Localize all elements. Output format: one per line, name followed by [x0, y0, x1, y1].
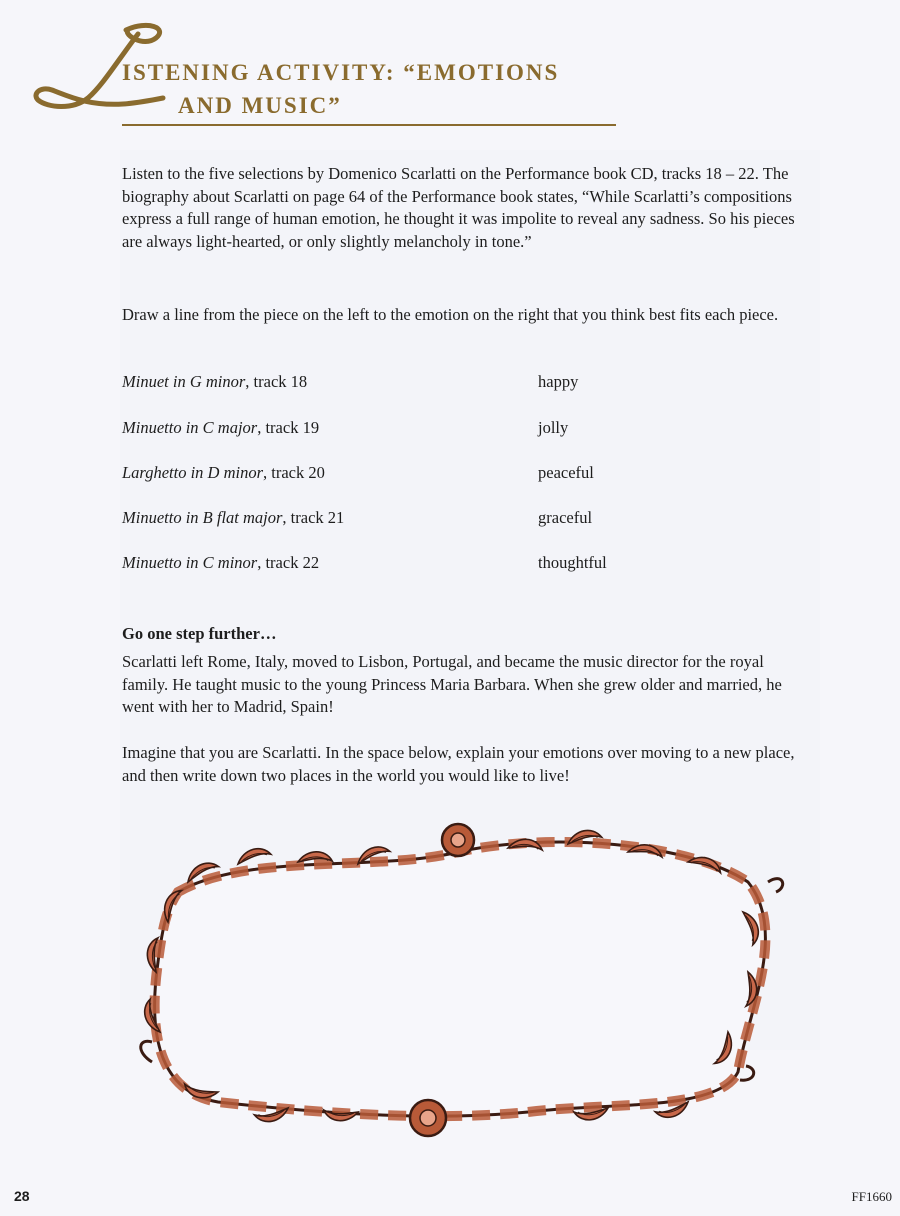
intro-paragraph: Listen to the five selections by Domenico Scarlatti on the Performance book CD, tracks 18 – 22. The biography about Scarlatti on page 64 of the Performance book states, “While Scarlatti’s compositions express a full range of human emotion, he thought it was impolite to reveal any sadness. So his pieces are always light-hearted, or only slightly melancholy in tone.”: [122, 164, 795, 251]
piece-label: [122, 416, 319, 440]
piece-track: , track 18: [245, 372, 308, 391]
piece-track: , track 21: [282, 508, 345, 527]
instruction-paragraph: Draw a line from the piece on the left to the emotion on the right that you think best fits each piece.: [122, 305, 779, 324]
piece-title: Minuetto in C major: [122, 418, 258, 437]
title-underline: [122, 124, 616, 126]
piece-label: [122, 506, 344, 530]
piece-label: [122, 461, 325, 485]
matching-row: [122, 551, 722, 575]
matching-row: [122, 461, 722, 485]
matching-row: [122, 506, 722, 530]
rose-icon: [442, 824, 474, 856]
catalog-code: FF1660: [851, 1189, 892, 1204]
piece-track: , track 20: [263, 463, 325, 482]
piece-label: [122, 370, 307, 394]
piece-track: , track 19: [257, 418, 320, 437]
emotion-label: happy: [538, 372, 579, 391]
page-title: [28, 20, 628, 130]
further-paragraph-2: Imagine that you are Scarlatti. In the space below, explain your emotions over moving to a new place, and then write down two places in the world you would like to live!: [122, 743, 795, 785]
emotion-label: graceful: [538, 508, 593, 527]
title-line-1: ISTENING ACTIVITY: “EMOTIONS: [122, 60, 560, 85]
piece-track: , track 22: [257, 553, 320, 572]
piece-title: Minuet in G minor: [122, 372, 246, 391]
piece-title: Larghetto in D minor: [122, 463, 264, 482]
piece-title: Minuetto in C minor: [122, 553, 258, 572]
emotion-label: peaceful: [538, 463, 594, 482]
piece-label: [122, 551, 319, 575]
piece-title: Minuetto in B flat major: [122, 508, 283, 527]
section-heading: Go one step further…: [122, 624, 277, 643]
decorative-frame[interactable]: [128, 812, 788, 1172]
matching-row: [122, 416, 722, 440]
emotion-label: jolly: [538, 418, 569, 437]
matching-row: [122, 370, 722, 394]
further-paragraph-1: Scarlatti left Rome, Italy, moved to Lisbon, Portugal, and became the music director for the royal family. He taught music to the young Princess Maria Barbara. When she grew older and married, he went with her to Madrid, Spain!: [122, 652, 782, 716]
emotion-label: thoughtful: [538, 553, 607, 572]
rose-icon: [410, 1100, 446, 1136]
title-line-2: AND MUSIC”: [178, 93, 342, 118]
page-number: 28: [14, 1188, 30, 1204]
